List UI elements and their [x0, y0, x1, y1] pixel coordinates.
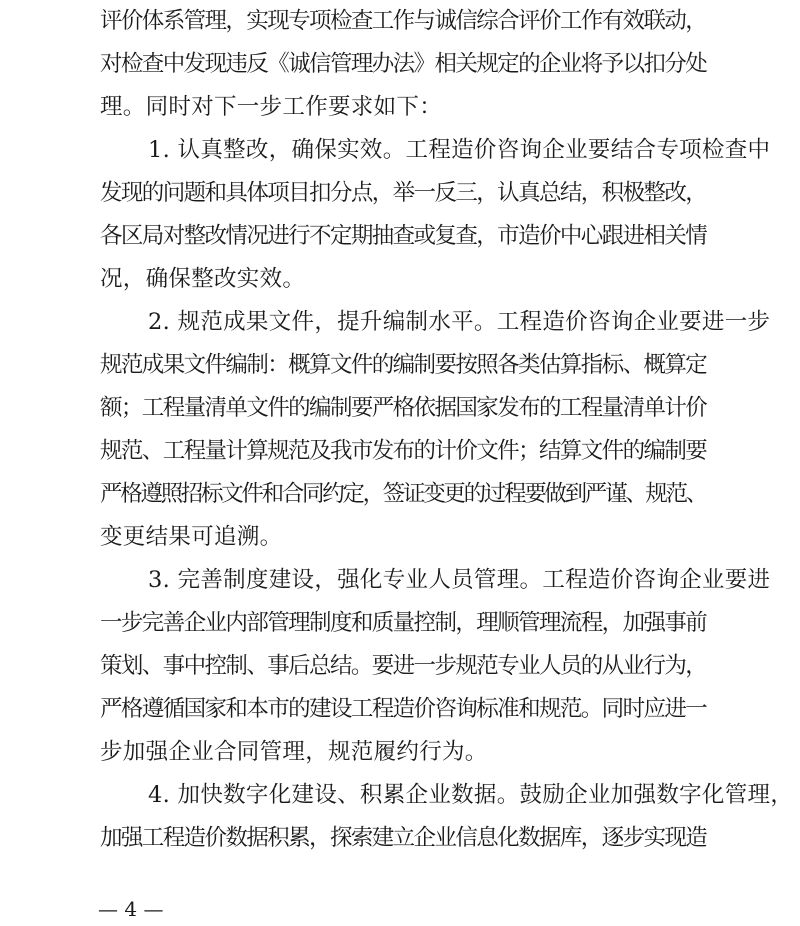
- text-line: 规范、工程量计算规范及我市发布的计价文件；结算文件的编制要: [100, 438, 707, 464]
- paragraph-2-heading: 2. 规范成果文件，提升编制水平。工程造价咨询企业要进一步: [148, 309, 771, 335]
- text-line: 理。同时对下一步工作要求如下：: [100, 94, 443, 120]
- text-line: 策划、事中控制、事后总结。要进一步规范专业人员的从业行为，: [100, 653, 707, 679]
- paragraph-4-heading: 4. 加快数字化建设、积累企业数据。鼓励企业加强数字化管理，: [148, 782, 794, 808]
- text-line: 严格遵照招标文件和合同约定，签证变更的过程要做到严谨、规范、: [100, 481, 707, 507]
- text-line: 严格遵循国家和本市的建设工程造价咨询标准和规范。同时应进一: [100, 696, 707, 722]
- page-number: — 4 —: [98, 897, 164, 921]
- text-line: 对检查中发现违反《诚信管理办法》相关规定的企业将予以扣分处: [100, 51, 707, 77]
- text-line: 评价体系管理，实现专项检查工作与诚信综合评价工作有效联动，: [100, 8, 707, 34]
- text-line: 规范成果文件编制：概算文件的编制要按照各类估算指标、概算定: [100, 352, 707, 378]
- text-line: 况，确保整改实效。: [100, 266, 306, 292]
- text-line: 变更结果可追溯。: [100, 524, 283, 550]
- paragraph-3-heading: 3. 完善制度建设，强化专业人员管理。工程造价咨询企业要进: [148, 567, 771, 593]
- text-line: 步加强企业合同管理，规范履约行为。: [100, 739, 488, 765]
- paragraph-1-heading: 1. 认真整改，确保实效。工程造价咨询企业要结合专项检查中: [148, 137, 771, 163]
- text-line: 各区局对整改情况进行不定期抽查或复查，市造价中心跟进相关情: [100, 223, 707, 249]
- text-line: 发现的问题和具体项目扣分点，举一反三，认真总结，积极整改，: [100, 180, 707, 206]
- text-line: 加强工程造价数据积累，探索建立企业信息化数据库，逐步实现造: [100, 825, 707, 851]
- text-line: 额；工程量清单文件的编制要严格依据国家发布的工程量清单计价: [100, 395, 707, 421]
- text-line: 一步完善企业内部管理制度和质量控制，理顺管理流程，加强事前: [100, 610, 707, 636]
